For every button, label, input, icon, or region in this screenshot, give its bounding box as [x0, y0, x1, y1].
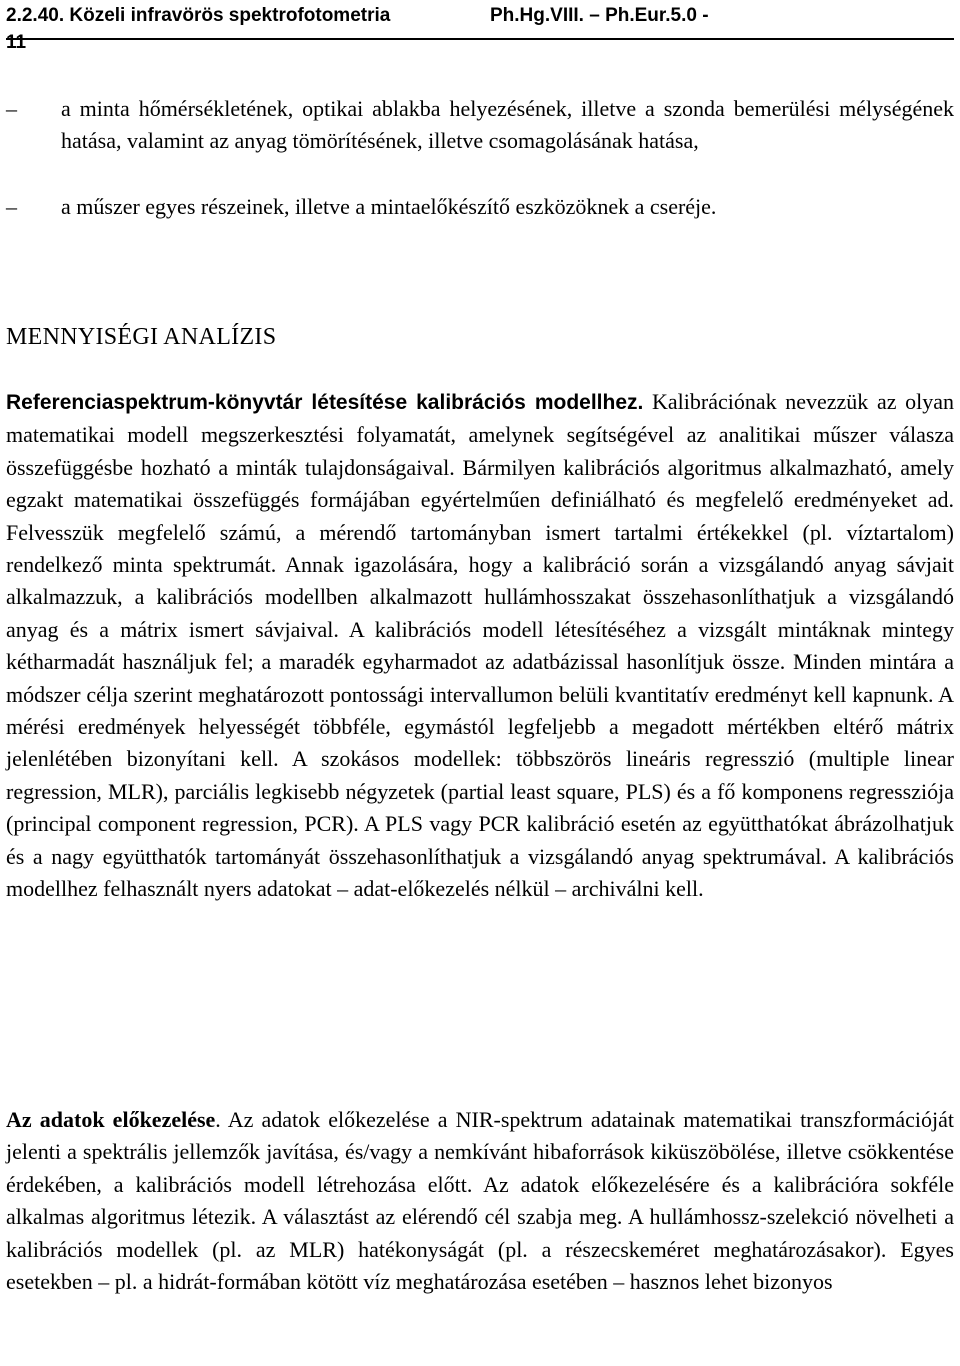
- section-heading: MENNYISÉGI ANALÍZIS: [6, 324, 277, 350]
- list-item: [6, 93, 954, 158]
- header-section-title: 2.2.40. Közeli infravörös spektrofotometria: [6, 5, 391, 26]
- paragraph-body: Kalibrációnak nevezzük az olyan matematikai modell megszerkesztési folyamatát, amelynek segítségével az analitikai műszer válasza összefüggésbe hozható a minták tulajdonságaival. Bármilyen kalibrációs algoritmus alkalmazható, amely egzakt matematikai összefüggés formájában egyértelműen definiálható és megfelelő eredményeket ad. Felvesszük megfelelő számú, a mérendő tartományban ismert tartalmi értékekkel (pl. víztartalom) rendelkező minta spektrumát. Annak igazolására, hogy a kalibráció során a vizsgálandó anyag sávjait alkalmazzuk, a kalibrációs modellben alkalmazott hullámhosszakat összehasonlíthatjuk a vizsgálandó anyag és a mátrix ismert sávjaival. A kalibrációs modell létesítéséhez a vizsgált mintáknak mintegy kétharmadát használjuk fel; a maradék egyharmadot az adatbázissal hasonlítjuk össze. Minden mintára a módszer célja szerint meghatározott pontossági intervallumon belüli kvantitatív eredményt kell kapnunk. A mérési eredmények helyességét többféle, egymástól legfeljebb a megadott mértékben eltérő mátrix jelenlétében bizonyítani kell. A szokásos modellek: többszörös lineáris regresszió (multiple linear regression, MLR), parciális legkisebb négyzetek (partial least square, PLS) és a fő komponens regressziója (principal component regression, PCR). A PLS vagy PCR kalibráció esetén az együtthatókat ábrázolhatjuk és a nagy együtthatók tartományát összehasonlíthatjuk a vizsgálandó anyag spektrumával. A kalibrációs modellhez felhasznált nyers adatokat – adat-előkezelés nélkül – archiválni kell.: [6, 389, 954, 902]
- dash-marker: –: [6, 193, 17, 219]
- list-item-text: a minta hőmérsékletének, optikai ablakba helyezésének, illetve a szonda bemerülési mélységének hatása, valamint az anyag tömörítésének, illetve csomagolásának hatása,: [61, 96, 954, 154]
- header-pharmacopoeia-reference: Ph.Hg.VIII. – Ph.Eur.5.0 -: [490, 5, 709, 26]
- header-reference-continuation: 11: [6, 32, 27, 53]
- paragraph-body: . Az adatok előkezelése a NIR-spektrum adatainak matematikai transzformációját jelenti a spektrális jellemzők javítása, és/vagy a nemkívánt hibaforrások kiküszöbölése, illetve csökkentése érdekében, a kalibrációs modell létrehozása előtt. Az adatok előkezelésére és a kalibrációra sokféle alkalmas algoritmus létezik. A választást az elérendő cél szabja meg. A hullámhossz-szelekció növelheti a kalibrációs modellek (pl. az MLR) hatékonyságát (pl. a részecskeméret meghatározásakor). Egyes esetekben – pl. a hidrát-formában kötött víz meghatározása esetében – hasznos lehet bizonyos: [6, 1107, 954, 1295]
- paragraph-lead-heading: Referenciaspektrum-könyvtár létesítése kalibrációs modellhez.: [6, 391, 644, 414]
- paragraph-preprocessing: [6, 1104, 954, 1298]
- dash-marker: –: [6, 96, 17, 121]
- paragraph-calibration: [6, 386, 954, 906]
- bullet-list: [6, 93, 954, 256]
- list-item-text: a műszer egyes részeinek, illetve a mintaelőkészítő eszközöknek a cseréje.: [61, 193, 717, 219]
- list-item: [6, 191, 954, 223]
- paragraph-lead-heading: Az adatok előkezelése: [6, 1107, 216, 1132]
- header-divider: [6, 38, 954, 40]
